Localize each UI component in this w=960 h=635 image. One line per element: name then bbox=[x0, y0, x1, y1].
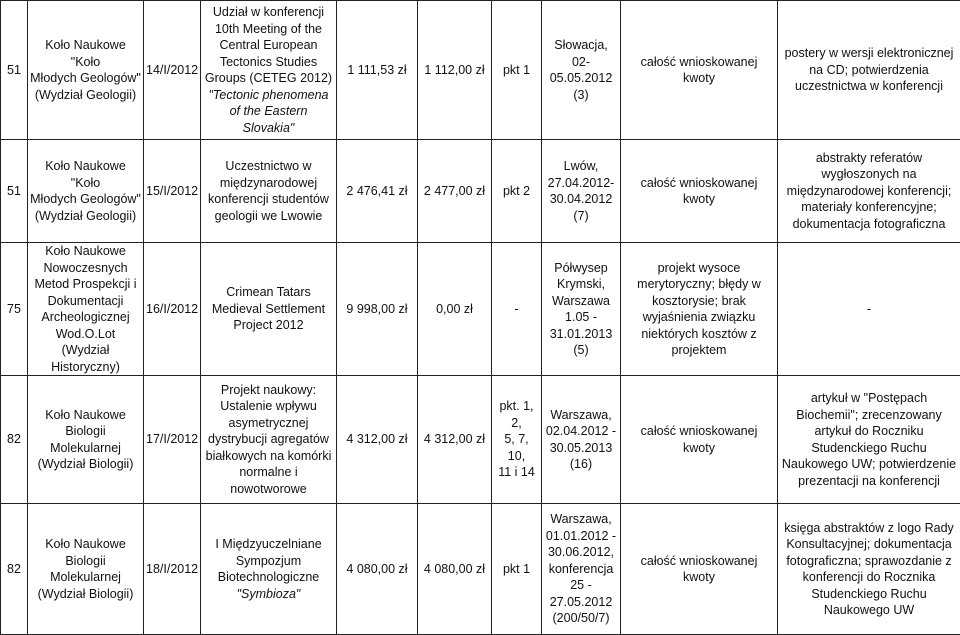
cell-justification: całość wnioskowanej kwoty bbox=[621, 1, 778, 140]
cell-project bbox=[201, 243, 337, 376]
project-text-plain: Udział w konferencji 10th Meeting of the Central European Tectonics Studies Groups (CETEG 2012) bbox=[205, 5, 332, 85]
cell-number: 51 bbox=[1, 1, 28, 140]
cell-points: - bbox=[492, 243, 542, 376]
cell-granted-amount: 2 477,00 zł bbox=[418, 140, 492, 243]
table-row bbox=[1, 1, 960, 140]
cell-granted-amount: 4 312,00 zł bbox=[418, 376, 492, 504]
cell-outputs: księga abstraktów z logo Rady Konsultacyjnej; dokumentacja fotograficzna; sprawozdanie z konferencji do Rocznika Studenckiego Ruchu Naukowego UW bbox=[778, 504, 960, 635]
project-text-plain: Uczestnictwo w międzynarodowej konferencji studentów geologii we Lwowie bbox=[208, 159, 329, 223]
cell-outputs: artykuł w "Postępach Biochemii"; zrecenzowany artykuł do Roczniku Studenckiego Ruchu Naukowego UW; potwierdzenie prezentacji na konferencji bbox=[778, 376, 960, 504]
cell-organization: Koło Naukowe Biologii Molekularnej (Wydział Biologii) bbox=[28, 504, 144, 635]
cell-place-date: Słowacja, 02- 05.05.2012 (3) bbox=[542, 1, 621, 140]
cell-project bbox=[201, 1, 337, 140]
cell-outputs: abstrakty referatów wygłoszonych na międzynarodowej konferencji; materiały konferencyjne; dokumentacja fotograficzna bbox=[778, 140, 960, 243]
cell-granted-amount: 1 112,00 zł bbox=[418, 1, 492, 140]
table-row bbox=[1, 140, 960, 243]
cell-project bbox=[201, 504, 337, 635]
cell-justification: całość wnioskowanej kwoty bbox=[621, 376, 778, 504]
project-text-plain: Projekt naukowy: Ustalenie wpływu asymetrycznej dystrybucji agregatów białkowych na komórki normalne i nowotworowe bbox=[206, 383, 332, 496]
project-text-italic: "Tectonic phenomena of the Eastern Slovakia" bbox=[208, 88, 328, 135]
cell-requested-amount: 2 476,41 zł bbox=[337, 140, 418, 243]
cell-points: pkt. 1, 2, 5, 7, 10, 11 i 14 bbox=[492, 376, 542, 504]
cell-number: 82 bbox=[1, 504, 28, 635]
table-row bbox=[1, 376, 960, 504]
cell-organization: Koło Naukowe "Koło Młodych Geologów" (Wydział Geologii) bbox=[28, 140, 144, 243]
cell-place-date: Lwów, 27.04.2012- 30.04.2012 (7) bbox=[542, 140, 621, 243]
cell-granted-amount: 4 080,00 zł bbox=[418, 504, 492, 635]
cell-requested-amount: 1 111,53 zł bbox=[337, 1, 418, 140]
cell-requested-amount: 9 998,00 zł bbox=[337, 243, 418, 376]
project-text-italic: "Symbioza" bbox=[237, 587, 301, 601]
cell-application-id: 15/I/2012 bbox=[144, 140, 201, 243]
cell-points: pkt 1 bbox=[492, 1, 542, 140]
table-row bbox=[1, 243, 960, 376]
cell-number: 51 bbox=[1, 140, 28, 243]
cell-application-id: 16/I/2012 bbox=[144, 243, 201, 376]
cell-application-id: 17/I/2012 bbox=[144, 376, 201, 504]
cell-application-id: 14/I/2012 bbox=[144, 1, 201, 140]
cell-place-date: Warszawa, 01.01.2012 - 30.06.2012, konferencja 25 - 27.05.2012 (200/50/7) bbox=[542, 504, 621, 635]
table-row bbox=[1, 504, 960, 635]
project-text-plain: Crimean Tatars Medieval Settlement Project 2012 bbox=[212, 285, 325, 332]
cell-points: pkt 2 bbox=[492, 140, 542, 243]
cell-outputs: postery w wersji elektronicznej na CD; potwierdzenia uczestnictwa w konferencji bbox=[778, 1, 960, 140]
cell-project bbox=[201, 376, 337, 504]
cell-justification: całość wnioskowanej kwoty bbox=[621, 504, 778, 635]
cell-place-date: Półwysep Krymski, Warszawa 1.05 - 31.01.2013 (5) bbox=[542, 243, 621, 376]
cell-justification: projekt wysoce merytoryczny; błędy w kosztorysie; brak wyjaśnienia związku niektórych kosztów z projektem bbox=[621, 243, 778, 376]
cell-organization: Koło Naukowe Biologii Molekularnej (Wydział Biologii) bbox=[28, 376, 144, 504]
cell-project bbox=[201, 140, 337, 243]
cell-justification: całość wnioskowanej kwoty bbox=[621, 140, 778, 243]
cell-number: 75 bbox=[1, 243, 28, 376]
cell-requested-amount: 4 080,00 zł bbox=[337, 504, 418, 635]
cell-granted-amount: 0,00 zł bbox=[418, 243, 492, 376]
cell-organization: Koło Naukowe "Koło Młodych Geologów" (Wydział Geologii) bbox=[28, 1, 144, 140]
project-text-plain: I Międzyuczelniane Sympozjum Biotechnologiczne bbox=[215, 537, 321, 584]
cell-points: pkt 1 bbox=[492, 504, 542, 635]
cell-requested-amount: 4 312,00 zł bbox=[337, 376, 418, 504]
cell-place-date: Warszawa, 02.04.2012 - 30.05.2013 (16) bbox=[542, 376, 621, 504]
cell-number: 82 bbox=[1, 376, 28, 504]
cell-application-id: 18/I/2012 bbox=[144, 504, 201, 635]
cell-organization: Koło Naukowe Nowoczesnych Metod Prospekcji i Dokumentacji Archeologicznej Wod.O.Lot (Wydział Historyczny) bbox=[28, 243, 144, 376]
cell-outputs: - bbox=[778, 243, 960, 376]
